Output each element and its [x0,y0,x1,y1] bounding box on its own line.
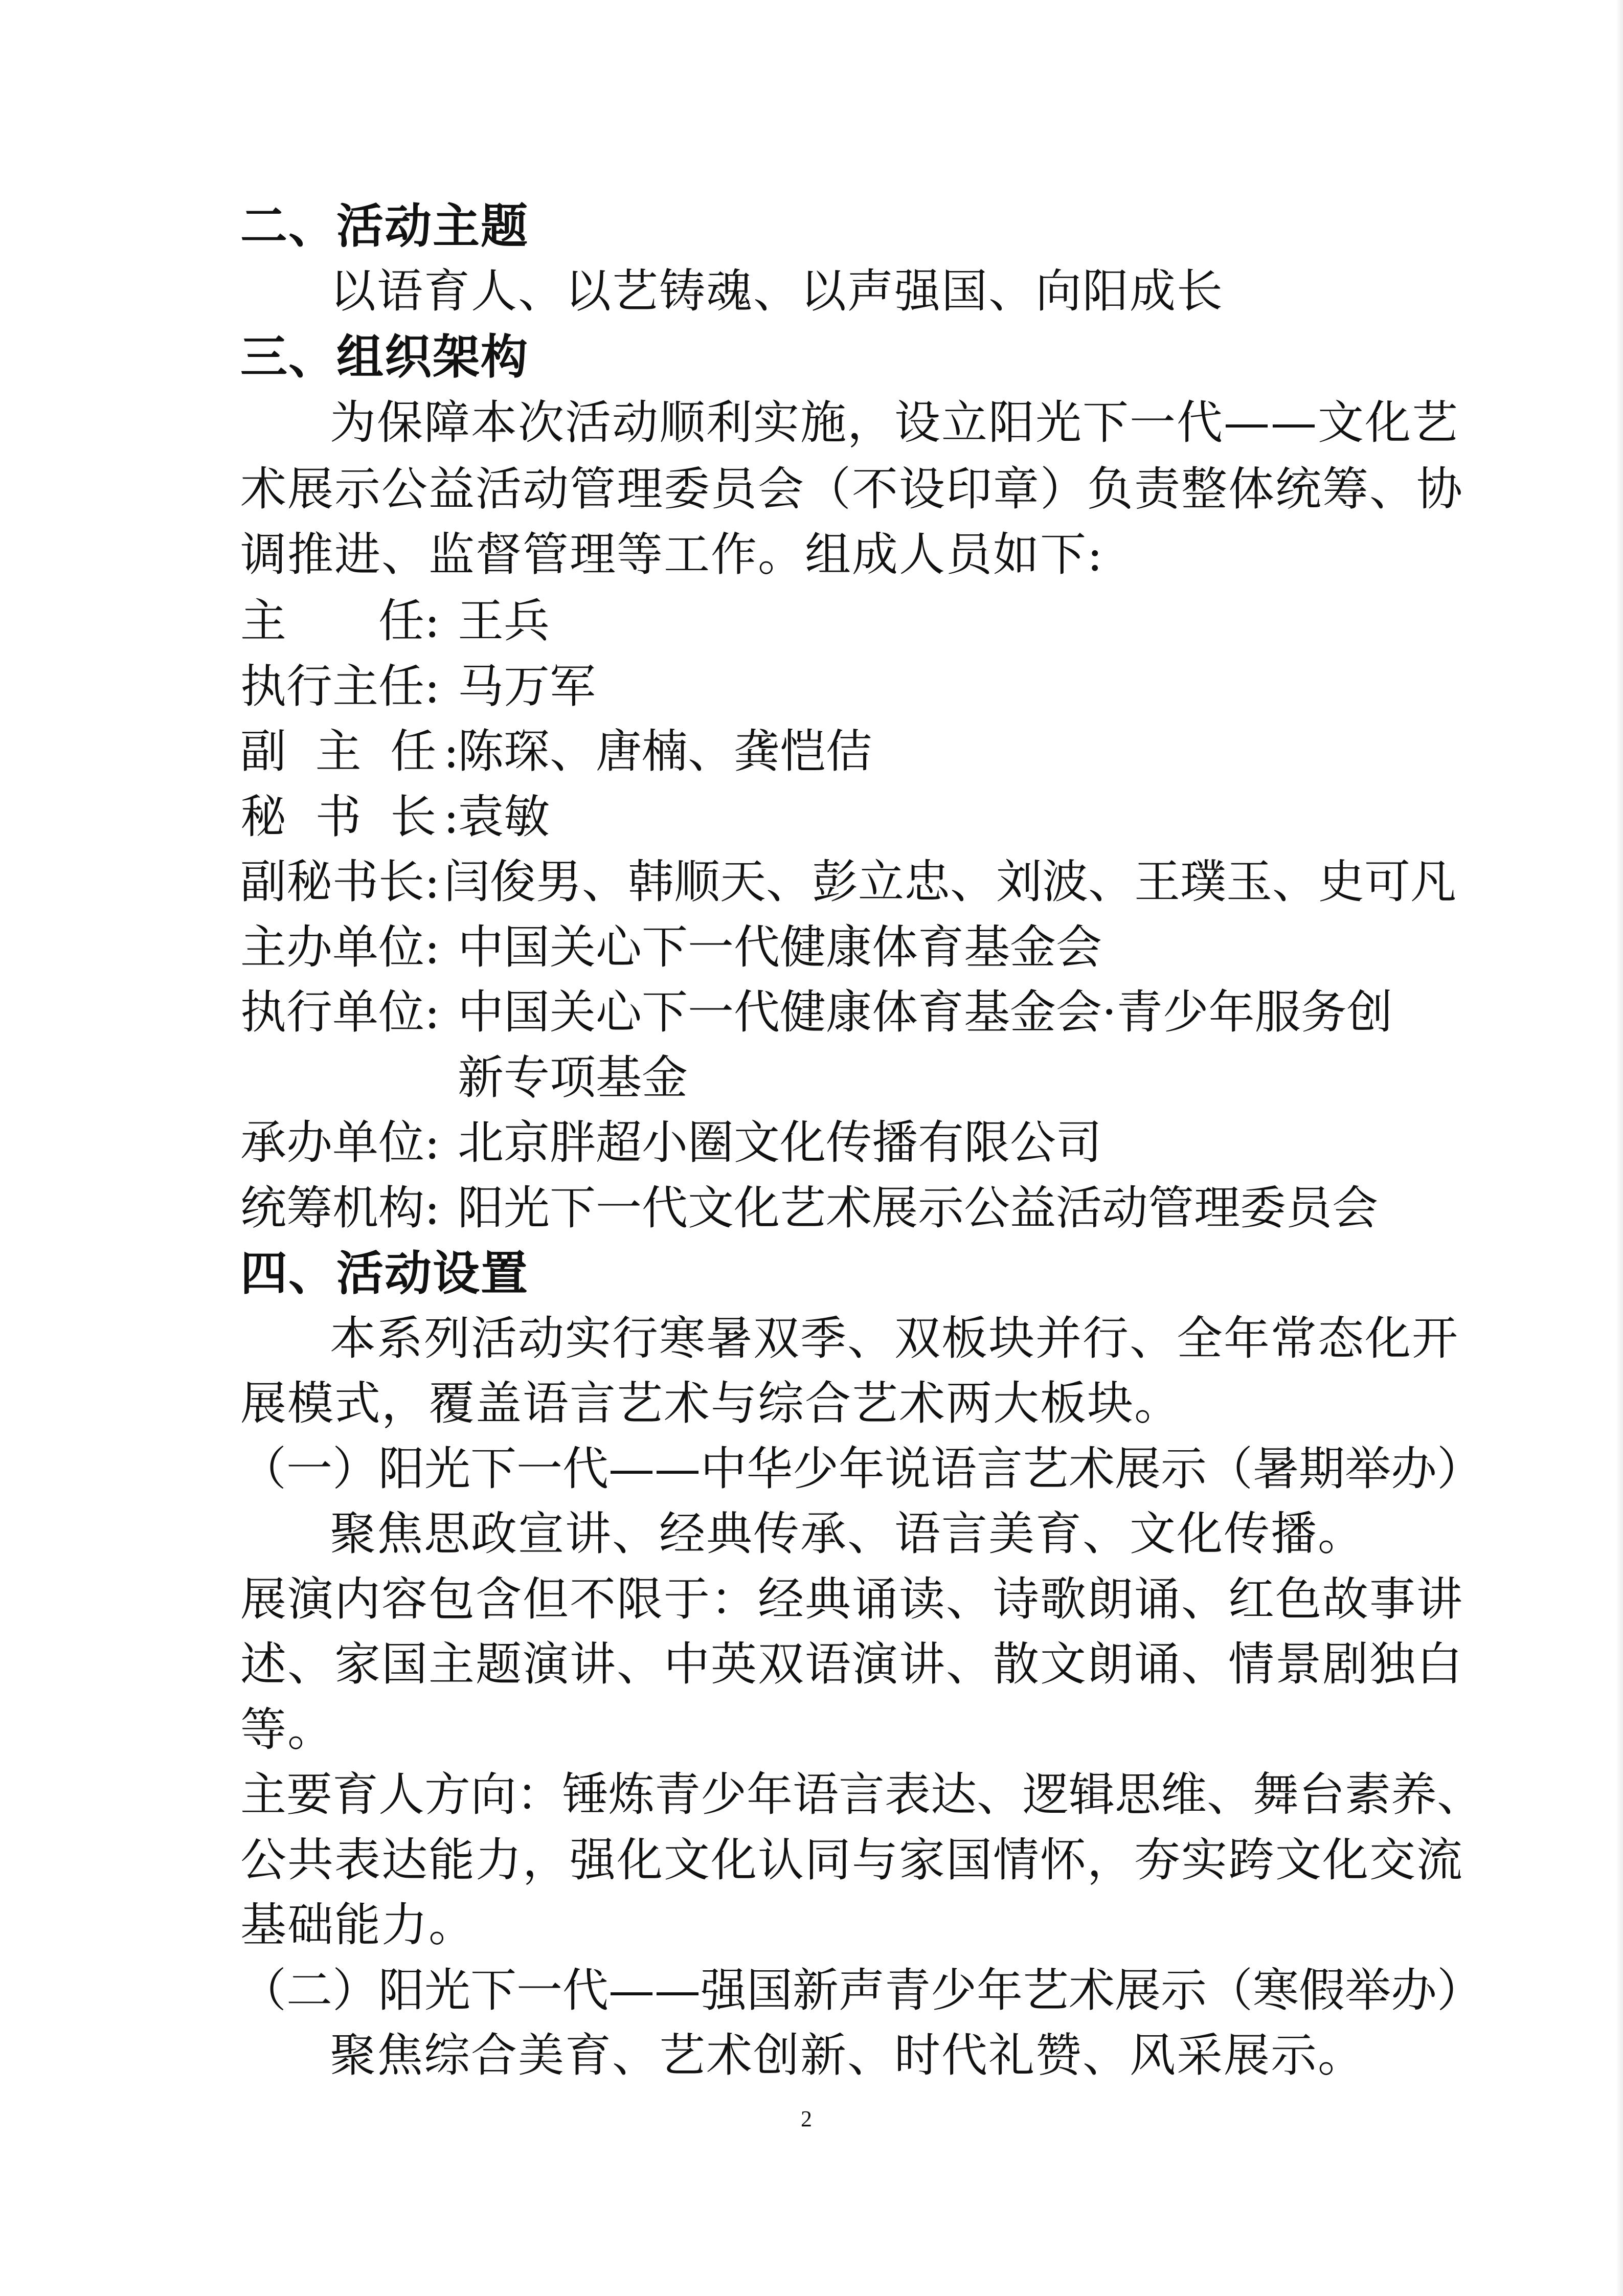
organization-intro-line-2: 术展示公益活动管理委员会（不设印章）负责整体统筹、协 [240,462,1463,516]
member-label-deputy-director: 副 主 任: [240,725,466,778]
subsection-1-direction-line-2: 公共表达能力，强化文化认同与家国情怀，夯实跨文化交流 [240,1833,1463,1887]
settings-intro-line-1: 本系列活动实行寒暑双季、双板块并行、全年常态化开 [330,1312,1459,1365]
unit-label-host: 主办单位: [240,920,440,974]
member-label-director: 主 任: [240,594,440,648]
section-heading-organization: 三、组织架构 [240,330,529,385]
organization-intro-line-3: 调推进、监督管理等工作。组成人员如下: [240,528,1104,581]
member-value-executive-director: 马万军 [458,660,596,713]
subsection-1-direction-line-1: 主要育人方向：锤炼青少年语言表达、逻辑思维、舞台素养、 [240,1768,1483,1821]
member-value-secretary-general: 袁敏 [458,790,550,844]
subsection-2-title: （二）阳光下一代——强国新声青少年艺术展示（寒假举办） [240,1964,1483,2017]
section-heading-settings: 四、活动设置 [240,1246,529,1301]
subsection-1-focus: 聚焦思政宣讲、经典传承、语言美育、文化传播。 [330,1507,1365,1561]
member-value-deputy-secretary-general: 闫俊男、韩顺天、彭立忠、刘波、王璞玉、史可凡 [444,855,1456,909]
organization-intro-line-1: 为保障本次活动顺利实施，设立阳光下一代——文化艺 [330,396,1459,449]
unit-value-executor-line-2: 新专项基金 [458,1051,688,1105]
unit-label-organizer: 承办单位: [240,1116,440,1169]
member-label-secretary-general: 秘 书 长: [240,790,466,844]
unit-value-coordinator: 阳光下一代文化艺术展示公益活动管理委员会 [458,1181,1378,1235]
subsection-1-content-line-2: 述、家国主题演讲、中英双语演讲、散文朗诵、情景剧独白 [240,1637,1463,1691]
page-number: 2 [801,2106,812,2131]
subsection-1-title: （一）阳光下一代——中华少年说语言艺术展示（暑期举办） [240,1442,1483,1496]
theme-text: 以语育人、以艺铸魂、以声强国、向阳成长 [330,264,1224,318]
unit-value-host: 中国关心下一代健康体育基金会 [458,920,1102,974]
unit-value-organizer: 北京胖超小圈文化传播有限公司 [458,1116,1102,1169]
subsection-1-content-line-3: 等。 [240,1703,334,1757]
member-value-deputy-director: 陈琛、唐楠、龚恺佶 [458,725,872,778]
subsection-1-content-line-1: 展演内容包含但不限于：经典诵读、诗歌朗诵、红色故事讲 [240,1572,1463,1626]
member-label-deputy-secretary-general: 副秘书长: [240,855,440,909]
member-label-executive-director: 执行主任: [240,660,440,713]
member-value-director: 王兵 [458,594,550,648]
unit-label-executor: 执行单位: [240,985,440,1039]
section-heading-theme: 二、活动主题 [240,199,529,254]
settings-intro-line-2: 展模式，覆盖语言艺术与综合艺术两大板块。 [240,1377,1181,1430]
scan-edge [1616,0,1623,2296]
subsection-2-focus: 聚焦综合美育、艺术创新、时代礼赞、风采展示。 [330,2029,1365,2082]
unit-value-executor-line-1: 中国关心下一代健康体育基金会·青少年服务创 [458,985,1393,1039]
subsection-1-direction-line-3: 基础能力。 [240,1898,476,1952]
unit-label-coordinator: 统筹机构: [240,1181,440,1235]
